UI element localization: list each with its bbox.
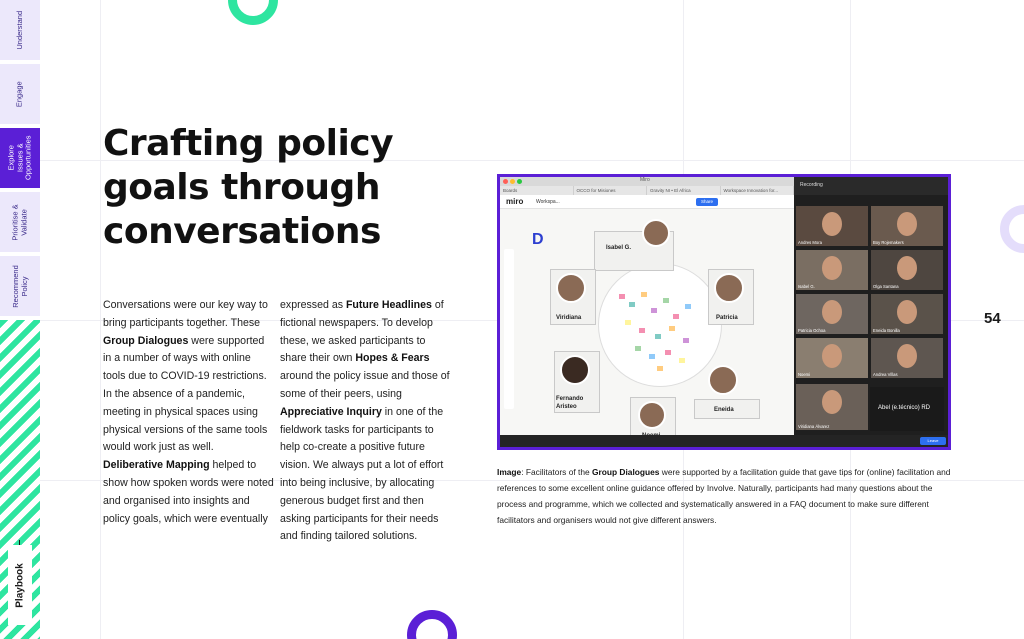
tab-label: Understand: [14, 10, 24, 50]
body-text: of fictional newspapers. To develop these, we asked participants to share their own: [280, 299, 444, 365]
tile-name: Viridiana Álvarez: [798, 424, 830, 429]
sticky-note: [683, 338, 689, 343]
miro-toolbar: [500, 195, 794, 209]
participant-name: Isabel G.: [606, 245, 632, 251]
tab-understand[interactable]: [0, 0, 40, 60]
playbook-link[interactable]: [8, 545, 32, 625]
leave-meeting-button: Leave Meeting: [920, 437, 946, 445]
tile-name: Isabel G.: [798, 284, 815, 289]
participant-avatar: [714, 273, 744, 303]
sticky-note-cluster: [598, 263, 722, 387]
body-text-bold: Appreciative Inquiry: [280, 405, 382, 418]
browser-tabs: [500, 186, 794, 195]
participant-name: Viridiana: [556, 315, 582, 321]
maximize-icon: [517, 179, 522, 184]
video-tile: [870, 293, 944, 335]
sticky-note: [679, 358, 685, 363]
browser-tab: Boards: [500, 186, 574, 195]
caption-text: : Facilitators of the: [521, 467, 592, 477]
sticky-note: [619, 294, 625, 299]
participant-avatar: [708, 365, 738, 395]
body-text: were supported in a number of ways with online tools due to COVID-19 restrictions. In the absence of a pandemic, meeting in physical spaces using physical versions of the same tools would work just as well.: [103, 334, 268, 454]
window-title: Miro: [640, 177, 650, 183]
video-tile-name-only: [870, 387, 944, 431]
video-tile: [795, 205, 869, 247]
tab-label: Recommend Policy: [10, 264, 28, 308]
video-tile: [795, 383, 869, 431]
zoom-header: [794, 177, 948, 195]
miro-board: [500, 209, 794, 441]
image-caption: [497, 464, 957, 528]
sticky-note: [629, 302, 635, 307]
tab-label: Explore Issues & Opportunities: [6, 135, 33, 181]
section-sidebar: [0, 0, 40, 639]
body-text-bold: Deliberative Mapping: [103, 459, 210, 472]
tile-name: Andres Mora: [798, 240, 822, 245]
tab-recommend-policy[interactable]: [0, 256, 40, 316]
caption-text-bold: Image: [497, 467, 522, 477]
body-text: Conversations were our key way to bring participants together. These: [103, 299, 268, 329]
video-tile: [795, 337, 869, 379]
browser-tab: Workspace Innovation for...: [721, 186, 795, 195]
participant-avatar: [638, 401, 666, 429]
body-text-bold: Future Headlines: [345, 299, 432, 311]
green-ring-decoration: [228, 0, 278, 25]
video-tile: [870, 205, 944, 247]
workspace-name: Workspa...: [536, 199, 560, 205]
sticky-note: [669, 326, 675, 331]
sticky-note: [651, 308, 657, 313]
sticky-note: [641, 292, 647, 297]
video-tile: [870, 337, 944, 379]
sticky-note: [625, 320, 631, 325]
sticky-note: [649, 354, 655, 359]
purple-ring-decoration: [407, 610, 457, 639]
tile-name: Patricia Ochoa: [798, 328, 826, 333]
sticky-note: [639, 328, 645, 333]
video-tile: [795, 249, 869, 291]
participant-avatar: [560, 355, 590, 385]
body-column-2: [280, 297, 452, 546]
browser-tab: Gravity NI • El Africa: [647, 186, 721, 195]
close-icon: [503, 179, 508, 184]
tile-name: Eneida Bonilla: [873, 328, 900, 333]
zoom-controls: [500, 435, 948, 450]
lavender-ring-decoration: [1000, 205, 1024, 253]
page-title: Crafting policy goals through conversations: [103, 123, 394, 252]
tile-name: Andrea Villas: [873, 372, 898, 377]
caption-text-bold: Group Dialogues: [591, 467, 660, 477]
body-column-1: [103, 297, 275, 528]
body-text-bold: Hopes & Fears: [355, 352, 430, 365]
recording-indicator: Recording: [800, 182, 823, 188]
tab-prioritise-validate[interactable]: [0, 192, 40, 252]
body-text-bold: Group Dialogues: [103, 334, 189, 347]
sticky-note: [655, 334, 661, 339]
participant-name: Patricia: [716, 315, 738, 321]
body-text: helped to show how spoken words were noted and organised into insights and policy goals, which were eventually: [103, 459, 274, 525]
minimize-icon: [510, 179, 515, 184]
body-text: in one of the fieldwork tasks for participants to help co-create a positive future vision. We always put a lot of effort into being inclusive, by allocating generous budget first and then asking participants for their needs and finding tailored solutions.: [280, 405, 444, 543]
page-number: 54: [984, 310, 1001, 327]
tab-label: Prioritise & Validate: [10, 203, 28, 241]
sticky-note: [657, 366, 663, 371]
tile-name: Noemi: [798, 372, 811, 377]
video-tile: [870, 249, 944, 291]
tab-explore-issues[interactable]: [0, 128, 40, 188]
participant-name: Fernando Aristeo: [556, 396, 584, 410]
body-text: around the policy issue and those of some of their peers, using: [280, 370, 450, 400]
tile-name: Boy Rojemakers: [873, 240, 904, 245]
tile-name: Abel (e.técnico) RD: [878, 405, 931, 411]
participant-avatar: [642, 219, 670, 247]
board-letter: D: [532, 231, 544, 248]
video-tile: [795, 293, 869, 335]
browser-tab: OCCO for Misiones: [574, 186, 648, 195]
sticky-note: [635, 346, 641, 351]
tab-engage[interactable]: [0, 64, 40, 124]
playbook-label: Playbook: [14, 562, 26, 608]
caption-text: were supported by a facilitation guide that gave tips for (online) facilitation and references to some excellent online guidance offered by Involve. Naturally, participants had many questions about the process and programme, which we collected and systematically answered in a FAQ document to make sure different facilitators and organisers would not give different answers.: [497, 467, 951, 525]
tile-name: Olga Santana: [873, 284, 899, 289]
tab-label: Engage: [14, 81, 24, 107]
board-toolbar: [504, 249, 514, 409]
zoom-gallery: [794, 177, 948, 441]
miro-logo: miro: [506, 197, 524, 206]
participant-name: Eneida: [714, 407, 734, 413]
sticky-note: [663, 298, 669, 303]
body-text: expressed as: [280, 299, 346, 311]
participant-avatar: [556, 273, 586, 303]
share-button: Share: [696, 198, 718, 206]
workshop-screenshot: [497, 174, 951, 450]
sticky-note: [685, 304, 691, 309]
sticky-note: [673, 314, 679, 319]
sticky-note: [665, 350, 671, 355]
